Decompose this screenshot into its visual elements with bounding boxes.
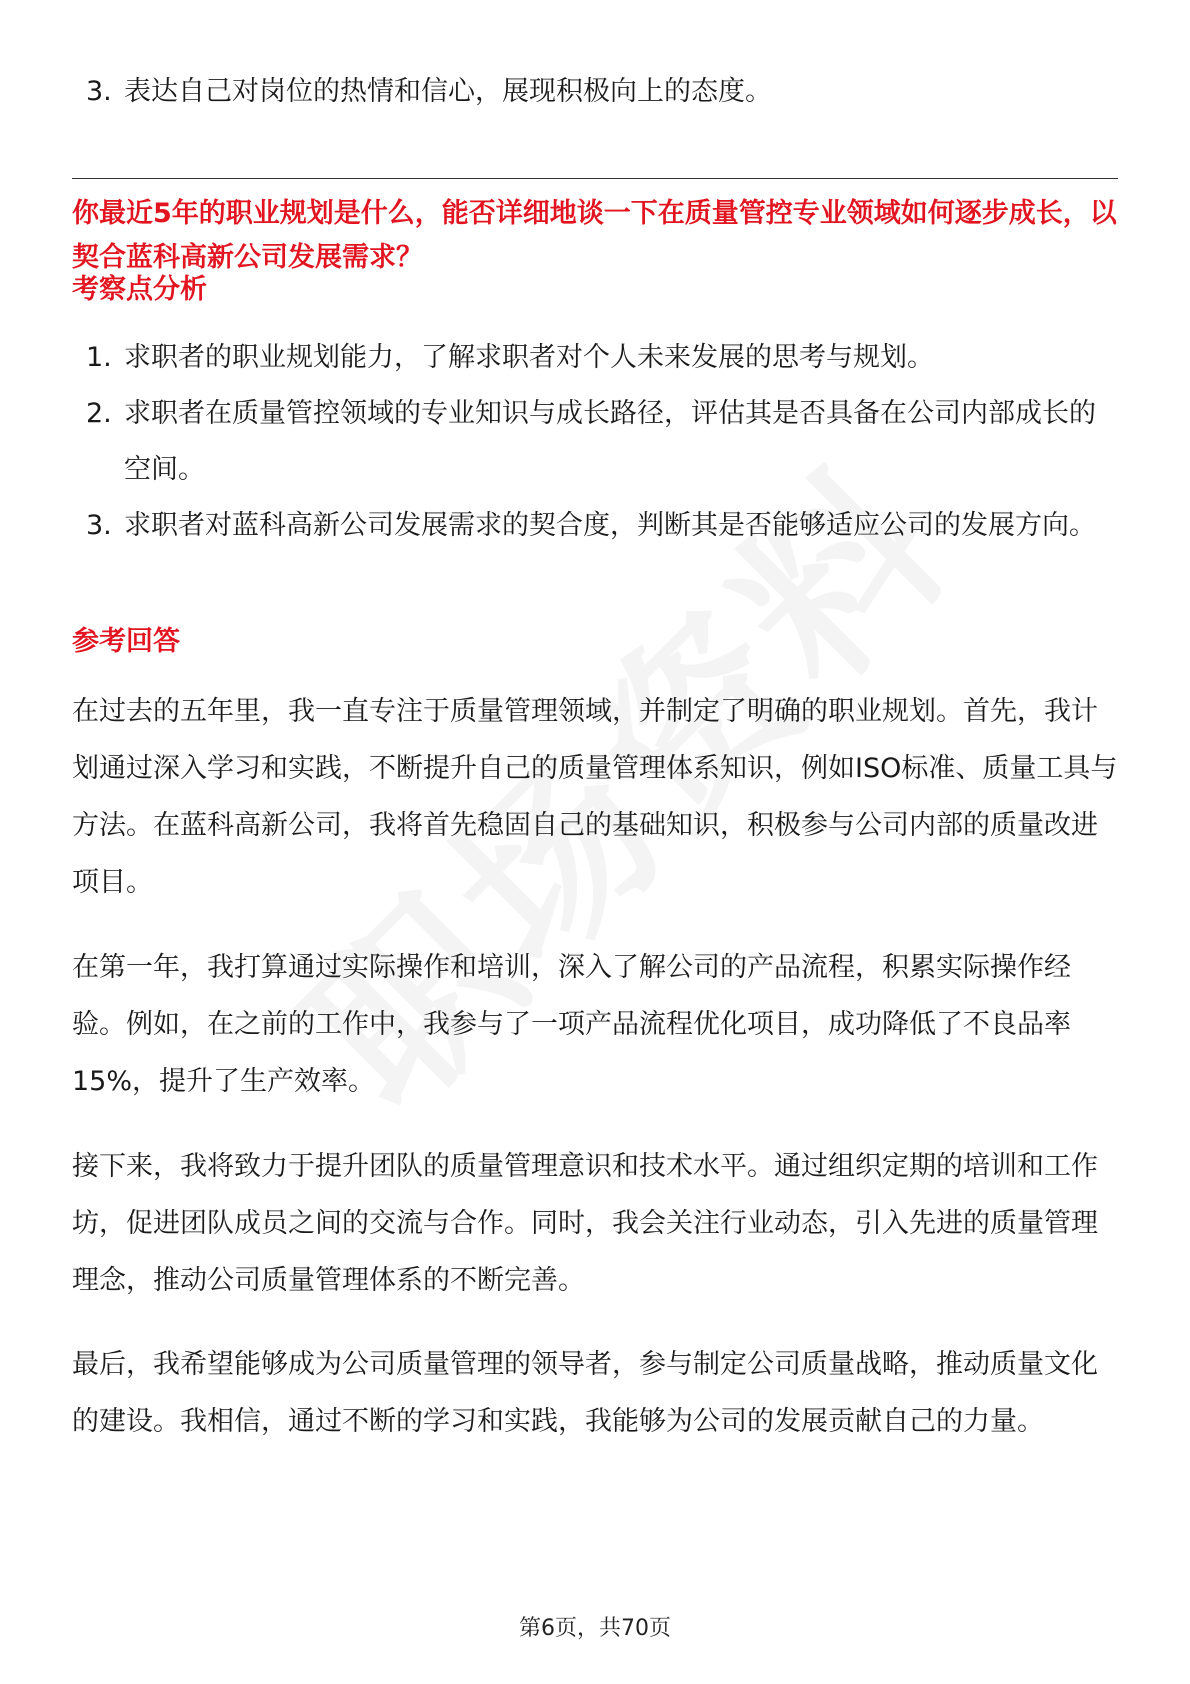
previous-answer-list <box>72 64 1118 120</box>
list-item <box>72 64 1118 120</box>
list-item-text: 表达自己对岗位的热情和信心，展现积极向上的态度。 <box>124 76 772 107</box>
section-divider <box>72 178 1118 179</box>
page-number: 第6页，共70页 <box>519 1616 671 1641</box>
list-item-number: 1. <box>86 342 112 373</box>
list-item-number: 3. <box>86 510 112 541</box>
answer-heading: 参考回答 <box>72 626 180 657</box>
list-item-number: 3. <box>86 76 112 107</box>
analysis-heading: 考察点分析 <box>72 274 207 305</box>
list-item-text: 求职者在质量管控领域的专业知识与成长路径，评估其是否具备在公司内部成长的空间。 <box>124 398 1096 485</box>
list-item-text: 求职者对蓝科高新公司发展需求的契合度，判断其是否能够适应公司的发展方向。 <box>124 510 1096 541</box>
answer-paragraph: 在过去的五年里，我一直专注于质量管理领域，并制定了明确的职业规划。首先，我计划通过深入学习和实践，不断提升自己的质量管理体系知识，例如ISO标准、质量工具与方法。在蓝科高新公司，我将首先稳固自己的基础知识，积极参与公司内部的质量改进项目。 <box>72 696 1118 898</box>
answer-paragraph: 最后，我希望能够成为公司质量管理的领导者，参与制定公司质量战略，推动质量文化的建设。我相信，通过不断的学习和实践，我能够为公司的发展贡献自己的力量。 <box>72 1349 1098 1437</box>
list-item <box>72 386 1118 498</box>
list-item-text: 求职者的职业规划能力，了解求职者对个人未来发展的思考与规划。 <box>124 342 934 373</box>
answer-paragraph: 在第一年，我打算通过实际操作和培训，深入了解公司的产品流程，积累实际操作经验。例如，在之前的工作中，我参与了一项产品流程优化项目，成功降低了不良品率15%，提升了生产效率。 <box>72 952 1071 1097</box>
answer-paragraph: 接下来，我将致力于提升团队的质量管理意识和技术水平。通过组织定期的培训和工作坊，促进团队成员之间的交流与合作。同时，我会关注行业动态，引入先进的质量管理理念，推动公司质量管理体系的不断完善。 <box>72 1151 1098 1296</box>
list-item-number: 2. <box>86 398 112 429</box>
question-title: 你最近5年的职业规划是什么，能否详细地谈一下在质量管控专业领域如何逐步成长，以契合蓝科高新公司发展需求？ <box>72 198 1117 273</box>
list-item <box>72 330 1118 386</box>
list-item <box>72 498 1118 554</box>
analysis-list <box>72 330 1118 554</box>
